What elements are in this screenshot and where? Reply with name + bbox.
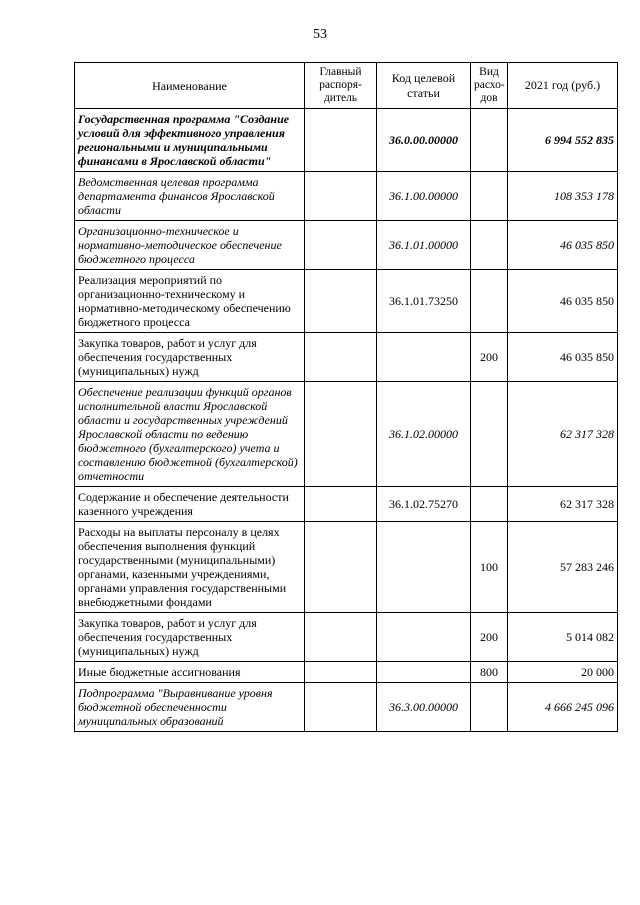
row-type-cell (471, 487, 508, 522)
row-amount-cell: 46 035 850 (508, 270, 618, 333)
header-name: Наименование (75, 63, 305, 109)
row-admin-cell (305, 333, 377, 382)
row-type-cell: 200 (471, 613, 508, 662)
row-name-cell: Закупка товаров, работ и услуг для обеспечения государственных (муниципальных) нужд (75, 333, 305, 382)
row-type-cell: 100 (471, 522, 508, 613)
table-row (75, 333, 618, 382)
table-row (75, 613, 618, 662)
table-row (75, 109, 618, 172)
row-amount-cell: 62 317 328 (508, 487, 618, 522)
row-admin-cell (305, 270, 377, 333)
budget-table (74, 62, 618, 732)
row-admin-cell (305, 382, 377, 487)
row-type-cell (471, 382, 508, 487)
table-row (75, 522, 618, 613)
row-code-cell: 36.1.01.73250 (377, 270, 471, 333)
row-name-cell: Государственная программа "Создание условий для эффективного управления региональными и муниципальными финансами в Ярославской области" (75, 109, 305, 172)
row-amount-cell: 4 666 245 096 (508, 683, 618, 732)
row-admin-cell (305, 109, 377, 172)
row-code-cell: 36.1.02.75270 (377, 487, 471, 522)
row-code-cell: 36.1.01.00000 (377, 221, 471, 270)
row-type-cell (471, 109, 508, 172)
table-row (75, 382, 618, 487)
table-row (75, 221, 618, 270)
row-code-cell (377, 522, 471, 613)
row-name-cell: Содержание и обеспечение деятельности казенного учреждения (75, 487, 305, 522)
header-admin: Главный распоря-дитель (305, 63, 377, 109)
row-amount-cell: 46 035 850 (508, 333, 618, 382)
row-admin-cell (305, 172, 377, 221)
row-type-cell (471, 270, 508, 333)
row-name-cell: Обеспечение реализации функций органов исполнительной власти Ярославской области и государственных учреждений Ярославской области по ведению бюджетного (бухгалтерского) учета и составлению бюджетной (бухгалтерской) отчетности (75, 382, 305, 487)
table-row (75, 270, 618, 333)
header-amount: 2021 год (руб.) (508, 63, 618, 109)
table-header-row (75, 63, 618, 109)
row-amount-cell: 6 994 552 835 (508, 109, 618, 172)
table-body (75, 109, 618, 732)
row-admin-cell (305, 683, 377, 732)
row-amount-cell: 46 035 850 (508, 221, 618, 270)
row-code-cell (377, 333, 471, 382)
row-admin-cell (305, 522, 377, 613)
header-code: Код целевой статьи (377, 63, 471, 109)
row-admin-cell (305, 221, 377, 270)
row-amount-cell: 62 317 328 (508, 382, 618, 487)
row-admin-cell (305, 487, 377, 522)
row-amount-cell: 57 283 246 (508, 522, 618, 613)
row-type-cell: 800 (471, 662, 508, 683)
row-name-cell: Реализация мероприятий по организационно-техническому и нормативно-методическому обеспечению бюджетного процесса (75, 270, 305, 333)
row-name-cell: Подпрограмма "Выравнивание уровня бюджетной обеспеченности муниципальных образований (75, 683, 305, 732)
row-name-cell: Ведомственная целевая программа департамента финансов Ярославской области (75, 172, 305, 221)
row-type-cell (471, 172, 508, 221)
row-code-cell: 36.1.00.00000 (377, 172, 471, 221)
row-type-cell (471, 221, 508, 270)
row-admin-cell (305, 662, 377, 683)
row-code-cell (377, 613, 471, 662)
row-code-cell: 36.1.02.00000 (377, 382, 471, 487)
row-name-cell: Закупка товаров, работ и услуг для обеспечения государственных (муниципальных) нужд (75, 613, 305, 662)
row-name-cell: Иные бюджетные ассигнования (75, 662, 305, 683)
row-admin-cell (305, 613, 377, 662)
table-row (75, 487, 618, 522)
row-type-cell: 200 (471, 333, 508, 382)
row-amount-cell: 5 014 082 (508, 613, 618, 662)
table-row (75, 662, 618, 683)
row-code-cell (377, 662, 471, 683)
row-name-cell: Организационно-техническое и нормативно-методическое обеспечение бюджетного процесса (75, 221, 305, 270)
header-type: Вид расхо-дов (471, 63, 508, 109)
row-type-cell (471, 683, 508, 732)
page-number: 53 (313, 27, 327, 42)
row-amount-cell: 20 000 (508, 662, 618, 683)
row-code-cell: 36.0.00.00000 (377, 109, 471, 172)
row-name-cell: Расходы на выплаты персоналу в целях обеспечения выполнения функций государственными (муниципальными) органами, казенными учреждениями, органами управления государственными внебюджетными фондами (75, 522, 305, 613)
row-amount-cell: 108 353 178 (508, 172, 618, 221)
table-row (75, 172, 618, 221)
row-code-cell: 36.3.00.00000 (377, 683, 471, 732)
table-row (75, 683, 618, 732)
